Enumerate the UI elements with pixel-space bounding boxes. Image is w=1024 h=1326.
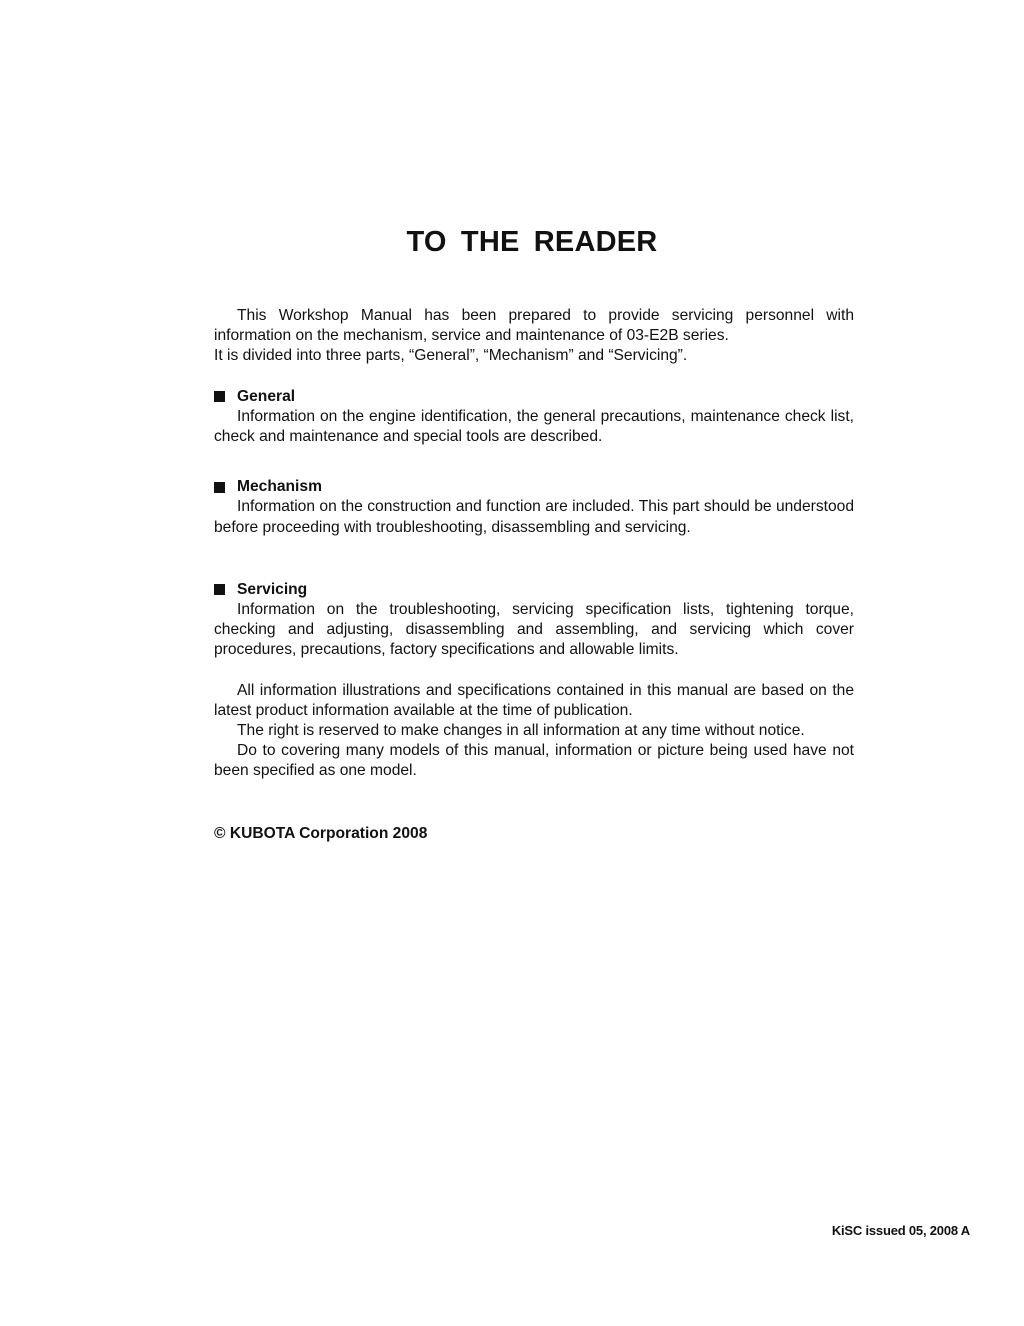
section-body-general: Information on the engine identification, the general precautions, maintenance check list, check and maintenance and special tools are described.: [214, 407, 854, 445]
square-bullet-icon: [214, 391, 225, 402]
intro-parts-line: It is divided into three parts, “General”, “Mechanism” and “Servicing”.: [214, 347, 688, 365]
copyright-notice: © KUBOTA Corporation 2008: [214, 824, 428, 842]
section-heading-general: [214, 387, 854, 407]
notes-paragraph-info: All information illustrations and specifications contained in this manual are based on the latest product information available at the time of publication.: [214, 681, 854, 719]
notes-paragraph-rights: The right is reserved to make changes in all information at any time without notice.: [237, 722, 805, 739]
square-bullet-icon: [214, 482, 225, 493]
section-general: [214, 387, 854, 448]
document-body: [214, 306, 854, 844]
section-body-servicing: Information on the troubleshooting, servicing specification lists, tightening torque, checking and adjusting, disassembling and assembling, and servicing which cover procedures, precautions, factory specifications and allowable limits.: [214, 600, 854, 659]
section-servicing: [214, 580, 854, 661]
section-heading-mechanism: [214, 477, 854, 497]
section-body-mechanism: Information on the construction and function are included. This part should be understood before proceeding with troubleshooting, disassembling and servicing.: [214, 498, 854, 536]
section-heading-label: Servicing: [237, 580, 308, 598]
square-bullet-icon: [214, 584, 225, 595]
section-mechanism: [214, 477, 854, 538]
section-heading-label: Mechanism: [237, 478, 322, 496]
section-heading-servicing: [214, 580, 854, 600]
issue-footer: KiSC issued 05, 2008 A: [831, 1223, 970, 1238]
intro-paragraph: This Workshop Manual has been prepared to provide servicing personnel with information on the mechanism, service and maintenance of 03-E2B series.: [214, 307, 854, 345]
page-title: TO THE READER: [406, 226, 658, 258]
section-heading-label: General: [237, 387, 296, 405]
notes-paragraph-models: Do to covering many models of this manual, information or picture being used have not been specified as one model.: [214, 742, 854, 780]
